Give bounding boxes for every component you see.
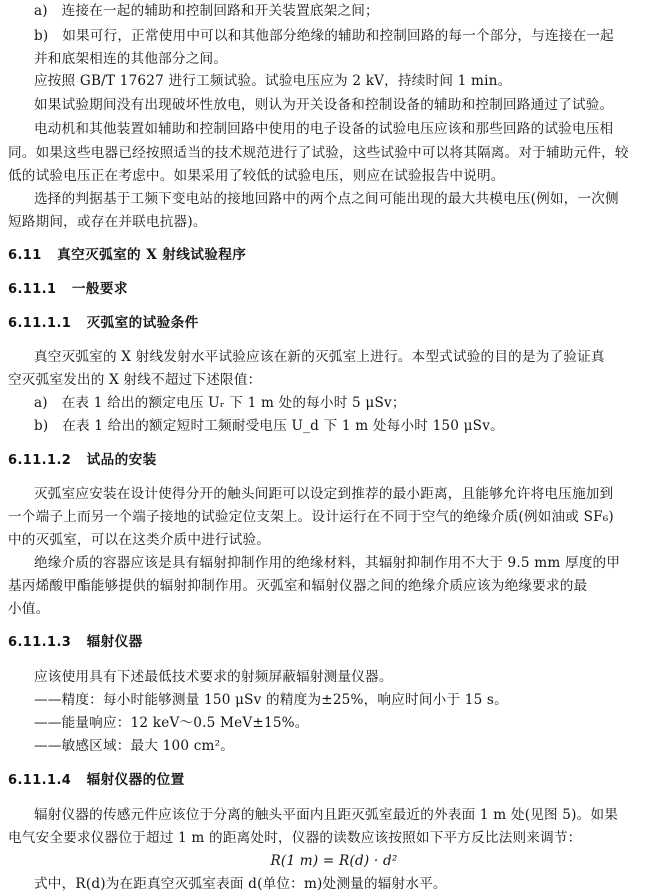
paragraph-mounting: 灭弧室应安装在设计使得分开的触头间距可以设定到推荐的最小距离，且能够允许将电压施加到	[34, 486, 614, 502]
paragraph-position-line2: 电气安全要求仪器位于超过 1 m 的距离处时，仪器的读数应该按照如下平方反比法则来调节：	[8, 830, 582, 846]
requirement-sensitive-area: ——敏感区域：最大 100 cm²。	[34, 738, 235, 754]
paragraph-instrument: 应该使用具有下述最低技术要求的射频屏蔽辐射测量仪器。	[34, 669, 393, 685]
formula-inverse-square: R(1 m) = R(d) · d²	[270, 853, 398, 869]
paragraph-electronic-devices: 电动机和其他装置如辅助和控制回路中使用的电子设备的试验电压应该和那些回路的试验电压相	[34, 121, 614, 137]
list-item-a: a) 连接在一起的辅助和控制回路和开关装置底架之间；	[34, 3, 379, 19]
paragraph-x-ray-emission: 真空灭弧室的 X 射线发射水平试验应该在新的灭弧室上进行。本型式试验的目的是为了验证真	[34, 349, 605, 365]
paragraph-electronic-devices-line3: 低的试验电压正在考虑中。如果采用了较低的试验电压，则应在试验报告中说明。	[8, 168, 505, 184]
section-heading-6-11-1-4: 6.11.1.4 辐射仪器的位置	[8, 772, 185, 788]
paragraph-mounting-line2: 一个端子上而另一个端子接地的试验定位支架上。设计运行在不同于空气的绝缘介质(例如油或 SF₆)	[8, 509, 614, 525]
section-heading-6-11-1: 6.11.1 一般要求	[8, 281, 128, 297]
formula-explanation: 式中，R(d)为在距真空灭弧室表面 d(单位：m)处测量的辐射水平。	[34, 876, 447, 892]
paragraph-container-line3: 小值。	[8, 601, 50, 617]
paragraph-container: 绝缘介质的容器应该是具有辐射抑制作用的绝缘材料，其辐射抑制作用不大于 9.5 mm 厚度的甲	[34, 555, 621, 571]
list-item-b: b) 如果可行，正常使用中可以和其他部分绝缘的辅助和控制回路的每一个部分，与连接在一起	[34, 28, 614, 44]
section-heading-6-11-1-1: 6.11.1.1 灭弧室的试验条件	[8, 315, 199, 331]
limit-item-a: a) 在表 1 给出的额定电压 Uᵣ 下 1 m 处的每小时 5 μSv；	[34, 395, 406, 411]
paragraph-position: 辐射仪器的传感元件应该位于分离的触头平面内且距灭弧室最近的外表面 1 m 处(见图 5)。如果	[34, 807, 619, 823]
requirement-energy-response: ——能量响应：12 keV～0.5 MeV±15%。	[34, 715, 309, 731]
paragraph-electronic-devices-line2: 同。如果这些电器已经按照适当的技术规范进行了试验，这些试验中可以将其隔离。对于辅助元件，较	[8, 145, 629, 161]
paragraph-criterion: 选择的判据基于工频下变电站的接地回路中的两个点之间可能出现的最大共模电压(例如，一次侧	[34, 191, 619, 207]
section-heading-6-11: 6.11 真空灭弧室的 X 射线试验程序	[8, 247, 247, 263]
paragraph-x-ray-emission-line2: 空灭弧室发出的 X 射线不超过下述限值：	[8, 372, 262, 388]
requirement-accuracy: ——精度：每小时能够测量 150 μSv 的精度为±25%，响应时间小于 15 s。	[34, 692, 508, 708]
paragraph-test-voltage: 应按照 GB/T 17627 进行工频试验。试验电压应为 2 kV，持续时间 1 min。	[34, 73, 512, 89]
section-heading-6-11-1-2: 6.11.1.2 试品的安装	[8, 452, 157, 468]
section-heading-6-11-1-3: 6.11.1.3 辐射仪器	[8, 634, 143, 650]
list-item-b-continued: 并和底架相连的其他部分之间。	[34, 51, 228, 67]
paragraph-container-line2: 基丙烯酸甲酯能够提供的辐射抑制作用。灭弧室和辐射仪器之间的绝缘介质应该为绝缘要求的最	[8, 578, 588, 594]
limit-item-b: b) 在表 1 给出的额定短时工频耐受电压 U_d 下 1 m 处每小时 150 μSv。	[34, 418, 504, 434]
paragraph-criterion-line2: 短路期间，或存在并联电抗器)。	[8, 214, 207, 230]
paragraph-pass-criterion: 如果试验期间没有出现破坏性放电，则认为开关设备和控制设备的辅助和控制回路通过了试验。	[34, 97, 614, 113]
paragraph-mounting-line3: 中的灭弧室，可以在这类介质中进行试验。	[8, 532, 271, 548]
